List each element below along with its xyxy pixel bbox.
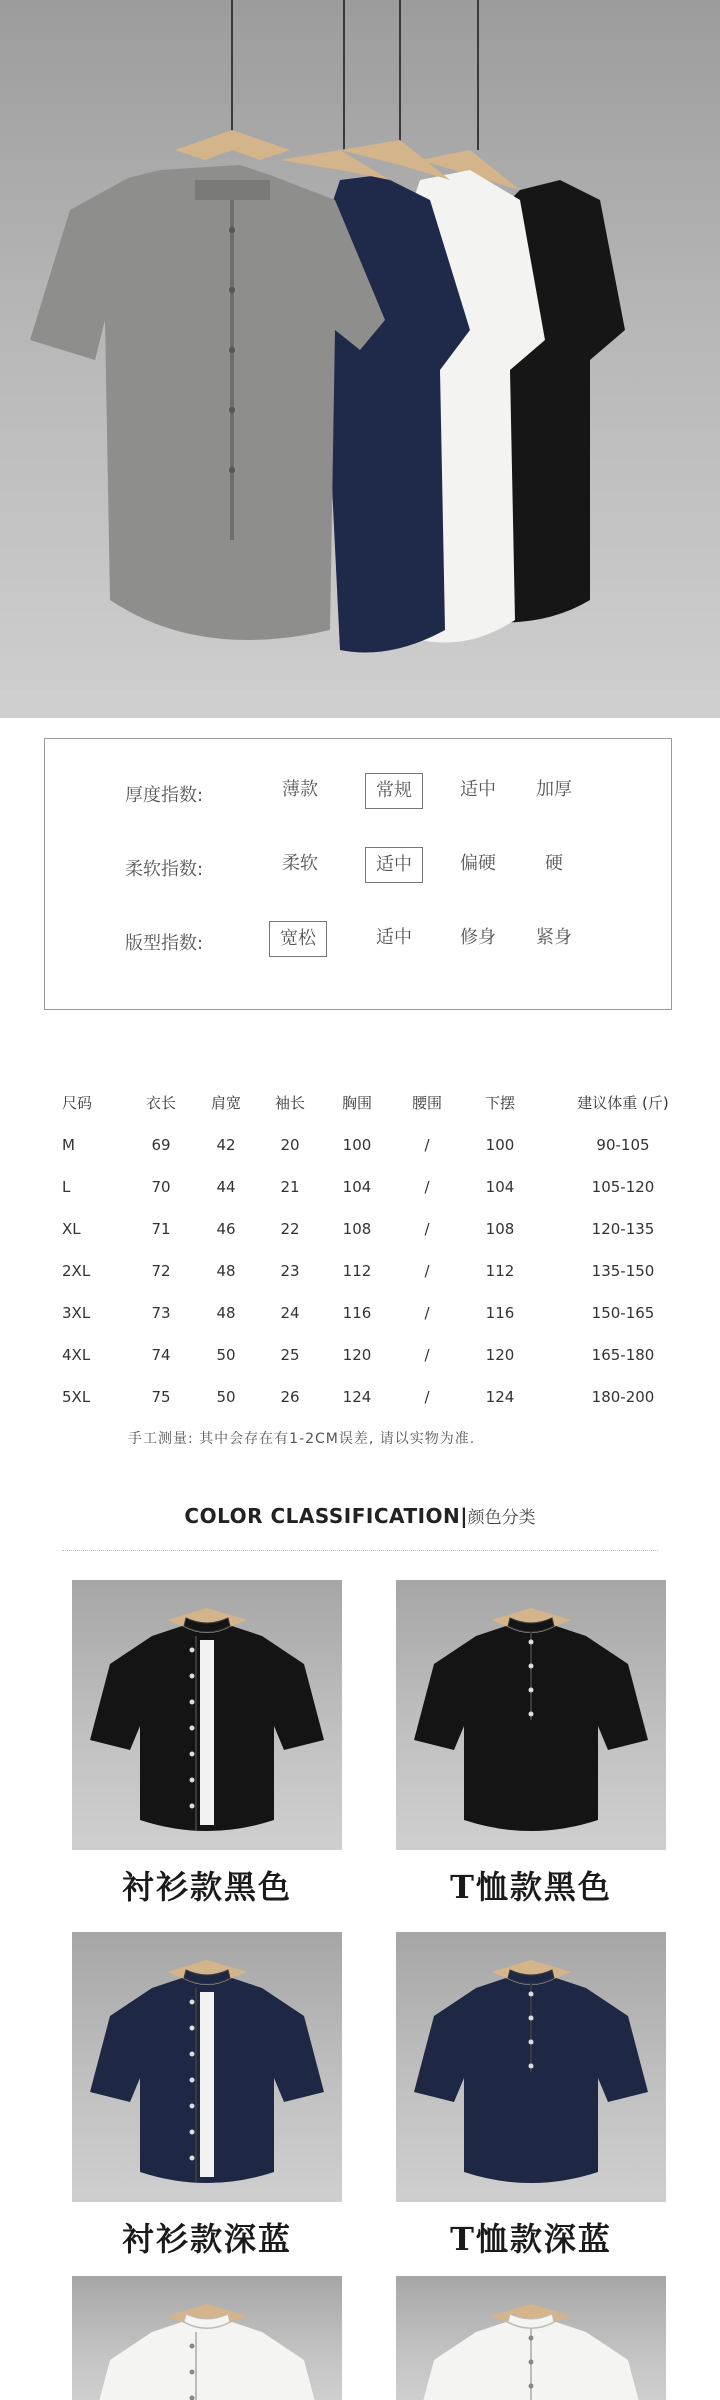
button-icon [190, 2156, 195, 2161]
table-row [48, 1292, 708, 1334]
button-icon [190, 1804, 195, 1809]
cell: 50 [216, 1388, 236, 1406]
cell: 22 [280, 1220, 300, 1238]
header-sleeve: 袖长 [274, 1093, 305, 1112]
variant-caption: T恤款黑色 [450, 1868, 612, 1906]
cell: 165-180 [591, 1346, 655, 1364]
header-hem: 下摆 [484, 1093, 515, 1112]
shirt-image [72, 2276, 342, 2400]
button-icon [529, 1688, 534, 1693]
button-icon [190, 1700, 195, 1705]
header-waist: 腰围 [411, 1093, 442, 1112]
cell: 150-165 [591, 1304, 655, 1322]
button-icon [529, 2360, 534, 2365]
button-icon [190, 2000, 195, 2005]
cell: 120 [485, 1346, 515, 1364]
cell: 50 [216, 1346, 236, 1364]
button-icon [190, 1674, 195, 1679]
cell: 70 [151, 1178, 171, 1196]
softness-option-selected: 适中 [365, 847, 423, 883]
cell: 4XL [62, 1346, 91, 1364]
softness-option: 柔软 [282, 853, 318, 874]
cell: 3XL [62, 1304, 91, 1322]
cell: 46 [216, 1220, 236, 1238]
cell: / [424, 1136, 430, 1154]
color-classification-en: COLOR CLASSIFICATION [184, 1504, 461, 1528]
button-icon [529, 2040, 534, 2045]
cell: M [62, 1136, 75, 1154]
table-row [48, 1124, 708, 1166]
fit-option-selected: 宽松 [269, 921, 327, 957]
cell: 21 [280, 1178, 300, 1196]
cell: 75 [151, 1388, 171, 1406]
table-row [48, 1376, 708, 1418]
cell: 108 [485, 1220, 515, 1238]
cell: / [424, 1346, 430, 1364]
variant-caption: T恤款深蓝 [450, 2220, 612, 2258]
cell: 71 [151, 1220, 171, 1238]
variant-photo [396, 2276, 666, 2400]
button-icon [190, 2130, 195, 2135]
softness-option: 偏硬 [460, 853, 496, 874]
color-classification-zh: 颜色分类 [467, 1508, 536, 1528]
size-chart-header [48, 1080, 708, 1124]
cell: 90-105 [596, 1136, 650, 1154]
button-icon [529, 1664, 534, 1669]
hero-shirt-grey [30, 130, 385, 640]
variant-photo [396, 1932, 666, 2202]
header-chest: 胸围 [341, 1093, 372, 1112]
thickness-index-label: 厚度指数: [125, 785, 204, 806]
undershirt [200, 1992, 214, 2177]
measurement-note: 手工测量: 其中会存在有1-2CM误差, 请以实物为准. [128, 1431, 476, 1447]
button-icon [529, 1640, 534, 1645]
button-icon [190, 1752, 195, 1757]
cell: 48 [216, 1304, 236, 1322]
variant-caption: 衬衫款黑色 [121, 1868, 292, 1906]
undershirt [200, 1640, 214, 1825]
table-row [48, 1334, 708, 1376]
thickness-index-row [45, 771, 671, 811]
button-icon [190, 2344, 195, 2349]
cell: 24 [280, 1304, 300, 1322]
cell: 104 [342, 1178, 372, 1196]
thickness-option: 适中 [460, 779, 496, 800]
cell: 44 [216, 1178, 236, 1196]
cell: 100 [342, 1136, 372, 1154]
header-weight: 建议体重 (斤) [577, 1093, 669, 1112]
variant-caption: 衬衫款深蓝 [121, 2220, 292, 2258]
button-icon [190, 2104, 195, 2109]
cell: 73 [151, 1304, 171, 1322]
button-icon [529, 1992, 534, 1997]
cell: 116 [342, 1304, 372, 1322]
fit-option: 适中 [376, 927, 412, 948]
cell: 72 [151, 1262, 171, 1280]
softness-option: 硬 [545, 853, 563, 874]
cell: 42 [216, 1136, 236, 1154]
cell: / [424, 1262, 430, 1280]
shirt-image [72, 1932, 342, 2202]
fit-option: 紧身 [536, 927, 572, 948]
shirt-image [396, 1932, 666, 2202]
button-icon [190, 1648, 195, 1653]
cell: 105-120 [591, 1178, 655, 1196]
cell: 74 [151, 1346, 171, 1364]
header-size: 尺码 [62, 1093, 93, 1112]
button-icon [190, 2370, 195, 2375]
title-separator: | [460, 1504, 468, 1528]
button-icon [529, 2384, 534, 2389]
cell: 135-150 [591, 1262, 655, 1280]
table-row [48, 1208, 708, 1250]
cell: 2XL [62, 1262, 91, 1280]
shirt-image [396, 1580, 666, 1850]
cell: 124 [485, 1388, 515, 1406]
fit-option: 修身 [460, 927, 496, 948]
shirt-image [72, 1580, 342, 1850]
cell: 120 [342, 1346, 372, 1364]
button-icon [190, 2052, 195, 2057]
cell: 5XL [62, 1388, 91, 1406]
cell: 25 [280, 1346, 300, 1364]
cell: / [424, 1220, 430, 1238]
button-icon [529, 2016, 534, 2021]
section-divider [62, 1550, 658, 1551]
cell: 112 [485, 1262, 515, 1280]
button-icon [190, 2026, 195, 2031]
cell: 104 [485, 1178, 515, 1196]
cell: 108 [342, 1220, 372, 1238]
fit-index-row [45, 919, 671, 959]
cell: 69 [151, 1136, 171, 1154]
table-row [48, 1166, 708, 1208]
shirt-image [396, 2276, 666, 2400]
cell: 124 [342, 1388, 372, 1406]
hanging-shirts-illustration [0, 0, 720, 718]
thickness-option: 加厚 [536, 779, 572, 800]
size-chart-table [48, 1080, 708, 1418]
table-row [48, 1250, 708, 1292]
cell: / [424, 1178, 430, 1196]
variant-photo [72, 2276, 342, 2400]
button-icon [190, 1778, 195, 1783]
thickness-option-selected: 常规 [365, 773, 423, 809]
cell: 26 [280, 1388, 300, 1406]
cell: 116 [485, 1304, 515, 1322]
product-index-panel [44, 738, 672, 1010]
fit-index-label: 版型指数: [125, 933, 204, 954]
button-icon [190, 2078, 195, 2083]
cell: 20 [280, 1136, 300, 1154]
header-length: 衣长 [145, 1093, 176, 1112]
button-icon [529, 1712, 534, 1717]
shirt-body [90, 2322, 324, 2400]
softness-index-row [45, 845, 671, 885]
cell: L [62, 1178, 71, 1196]
variant-photo [396, 1580, 666, 1850]
cell: 180-200 [591, 1388, 655, 1406]
cell: 100 [485, 1136, 515, 1154]
button-icon [529, 2064, 534, 2069]
thickness-option: 薄款 [282, 779, 318, 800]
cell: / [424, 1388, 430, 1406]
cell: 23 [280, 1262, 300, 1280]
cell: 120-135 [591, 1220, 655, 1238]
hero-product-photo [0, 0, 720, 718]
variant-photo [72, 1580, 342, 1850]
button-icon [529, 2336, 534, 2341]
cell: XL [62, 1220, 81, 1238]
cell: / [424, 1304, 430, 1322]
variant-photo [72, 1932, 342, 2202]
cell: 48 [216, 1262, 236, 1280]
color-classification-title [0, 1503, 720, 1528]
button-icon [190, 1726, 195, 1731]
header-shoulder: 肩宽 [210, 1093, 241, 1112]
softness-index-label: 柔软指数: [125, 859, 204, 880]
cell: 112 [342, 1262, 372, 1280]
